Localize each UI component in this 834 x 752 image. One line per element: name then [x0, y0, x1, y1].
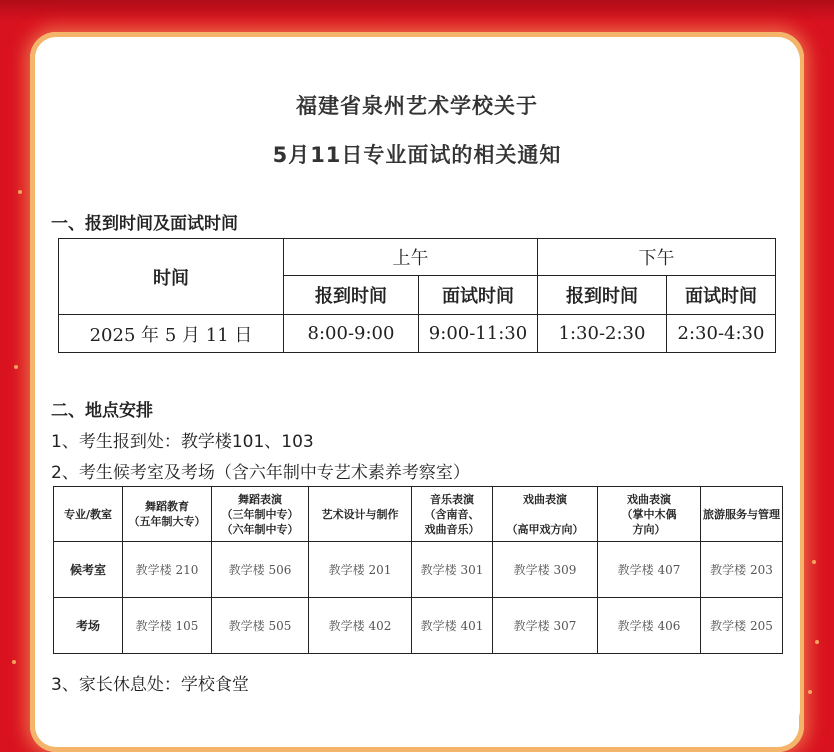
sparkle-decoration	[808, 690, 812, 694]
sparkle-decoration	[12, 660, 16, 664]
pm-report-header: 报到时间	[538, 276, 667, 315]
rooms-column-header: 旅游服务与管理	[701, 487, 783, 542]
rooms-column-header: 音乐表演 （含南音、 戏曲音乐）	[412, 487, 493, 542]
rooms-row-label: 候考室	[54, 542, 123, 598]
am-report-cell: 8:00-9:00	[284, 315, 419, 353]
rooms-table	[53, 486, 783, 654]
rooms-column-header: 舞蹈教育 （五年制大专）	[123, 487, 212, 542]
room-cell: 教学楼 201	[309, 542, 412, 598]
report-location: 1、考生报到处：教学楼101、103	[51, 432, 314, 452]
schedule-table	[58, 238, 776, 353]
room-cell: 教学楼 307	[493, 598, 598, 654]
room-cell: 教学楼 406	[598, 598, 701, 654]
page-subtitle: 5月11日专业面试的相关通知	[272, 143, 562, 167]
time-header: 时间	[59, 239, 284, 315]
room-cell: 教学楼 506	[212, 542, 309, 598]
top-banner	[0, 0, 834, 22]
sparkle-decoration	[812, 560, 816, 564]
room-cell: 教学楼 309	[493, 542, 598, 598]
rooms-column-header: 舞蹈表演 （三年制中专） （六年制中专）	[212, 487, 309, 542]
section-heading-schedule: 一、报到时间及面试时间	[51, 214, 238, 234]
rooms-column-header: 艺术设计与制作	[309, 487, 412, 542]
room-cell: 教学楼 105	[123, 598, 212, 654]
afternoon-header: 下午	[538, 239, 776, 276]
am-interview-cell: 9:00-11:30	[419, 315, 538, 353]
morning-header: 上午	[284, 239, 538, 276]
exam-rooms-intro: 2、考生候考室及考场（含六年制中专艺术素养考察室）	[51, 463, 470, 483]
sparkle-decoration	[18, 190, 22, 194]
room-cell: 教学楼 505	[212, 598, 309, 654]
page-title: 福建省泉州艺术学校关于	[296, 94, 538, 118]
room-cell: 教学楼 205	[701, 598, 783, 654]
am-interview-header: 面试时间	[419, 276, 538, 315]
date-cell: 2025 年 5 月 11 日	[59, 315, 284, 353]
room-cell: 教学楼 402	[309, 598, 412, 654]
sparkle-decoration	[815, 640, 819, 644]
rooms-row-label: 考场	[54, 598, 123, 654]
parent-rest-area: 3、家长休息处：学校食堂	[51, 675, 249, 695]
rooms-column-header: 戏曲表演 （掌中木偶 方向）	[598, 487, 701, 542]
room-cell: 教学楼 301	[412, 542, 493, 598]
pm-report-cell: 1:30-2:30	[538, 315, 667, 353]
section-heading-locations: 二、地点安排	[51, 401, 153, 421]
pm-interview-header: 面试时间	[667, 276, 776, 315]
rooms-column-header: 戏曲表演 （高甲戏方向）	[493, 487, 598, 542]
room-cell: 教学楼 210	[123, 542, 212, 598]
sparkle-decoration	[14, 365, 18, 369]
room-cell: 教学楼 203	[701, 542, 783, 598]
room-cell: 教学楼 407	[598, 542, 701, 598]
pm-interview-cell: 2:30-4:30	[667, 315, 776, 353]
am-report-header: 报到时间	[284, 276, 419, 315]
rooms-corner-header: 专业/教室	[54, 487, 123, 542]
room-cell: 教学楼 401	[412, 598, 493, 654]
